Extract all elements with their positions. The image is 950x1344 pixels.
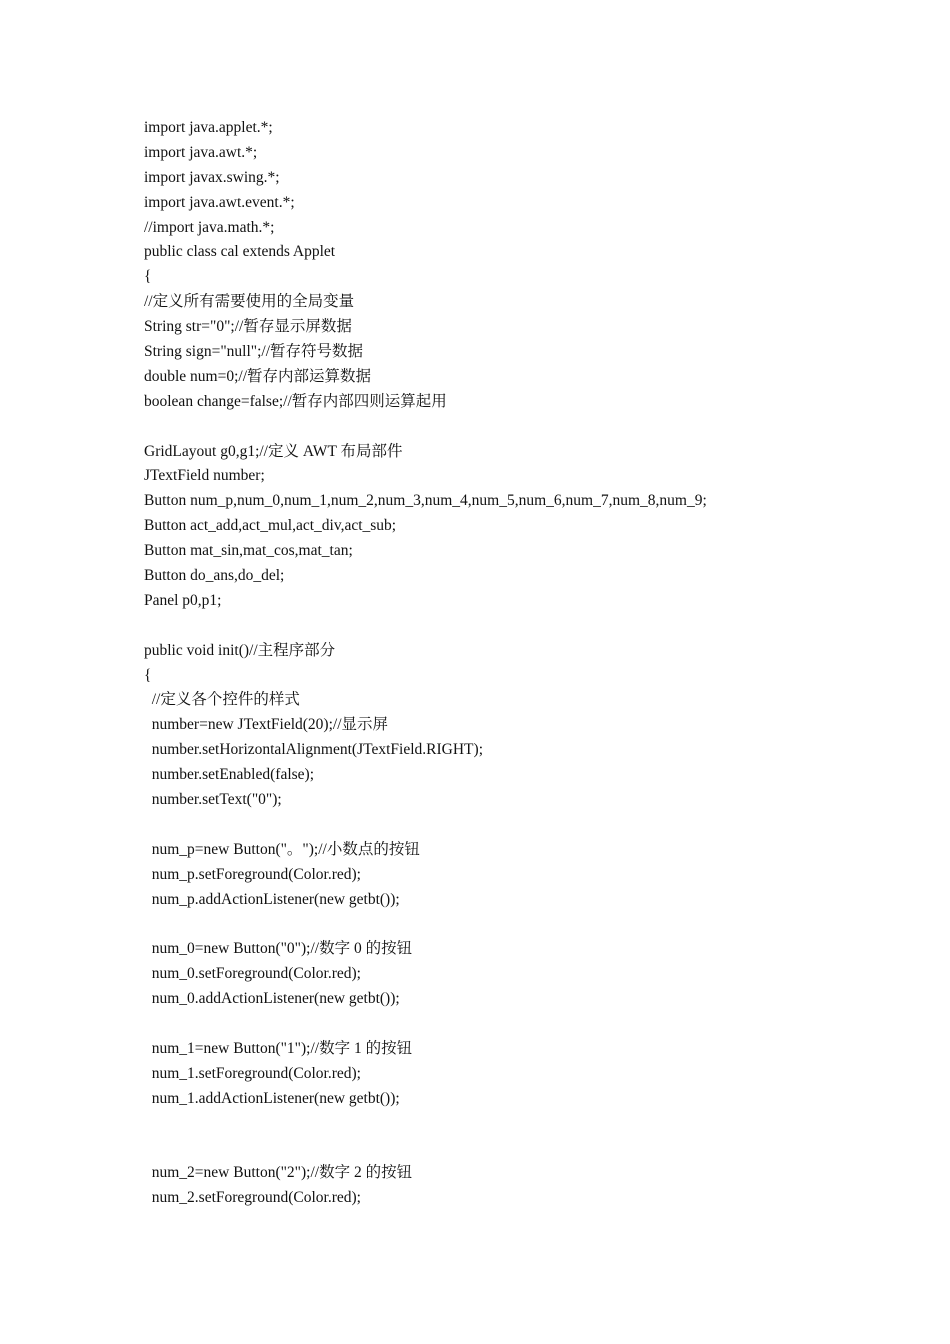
code-line [144, 1112, 934, 1137]
code-line: num_1.setForeground(Color.red); [144, 1064, 361, 1082]
code-line [144, 614, 934, 639]
code-line: num_0.setForeground(Color.red); [144, 965, 361, 983]
code-line: //import java.math.*; [144, 218, 275, 236]
code-line: num_0.addActionListener(new getbt()); [144, 990, 400, 1008]
code-line [144, 913, 934, 938]
code-line: num_p.setForeground(Color.red); [144, 865, 361, 883]
code-line: import java.awt.event.*; [144, 193, 295, 211]
code-line: Button mat_sin,mat_cos,mat_tan; [144, 542, 353, 560]
code-line: String str="0";//暂存显示屏数据 [144, 318, 352, 336]
code-line: GridLayout g0,g1;//定义 AWT 布局部件 [144, 442, 403, 460]
code-line: number.setHorizontalAlignment(JTextField.RIGHT); [144, 741, 483, 759]
code-line: public class cal extends Applet [144, 243, 336, 261]
code-line: //定义各个控件的样式 [144, 691, 300, 709]
code-line: import javax.swing.*; [144, 168, 280, 186]
code-line: double num=0;//暂存内部运算数据 [144, 367, 372, 385]
code-line [144, 1137, 934, 1162]
code-line: boolean change=false;//暂存内部四则运算起用 [144, 392, 447, 410]
code-line: number.setEnabled(false); [144, 766, 315, 784]
code-line: num_2.setForeground(Color.red); [144, 1189, 361, 1207]
code-line: number.setText("0"); [144, 791, 282, 809]
java-code-listing [144, 116, 934, 1211]
code-line: Panel p0,p1; [144, 591, 222, 609]
code-line: { [144, 268, 152, 286]
code-line: num_0=new Button("0");//数字 0 的按钮 [144, 940, 413, 958]
code-line: JTextField number; [144, 467, 265, 485]
code-line: //定义所有需要使用的全局变量 [144, 293, 355, 311]
code-line: Button num_p,num_0,num_1,num_2,num_3,num_4,num_5,num_6,num_7,num_8,num_9; [144, 492, 707, 510]
code-line: { [144, 666, 152, 684]
code-line: num_2=new Button("2");//数字 2 的按钮 [144, 1164, 413, 1182]
code-line: Button do_ans,do_del; [144, 567, 285, 585]
code-line: public void init()//主程序部分 [144, 641, 336, 659]
code-line: import java.applet.*; [144, 119, 273, 136]
code-line [144, 813, 934, 838]
code-line [144, 1012, 934, 1037]
code-line [144, 415, 934, 440]
code-line: num_1=new Button("1");//数字 1 的按钮 [144, 1039, 413, 1057]
code-line: import java.awt.*; [144, 143, 258, 161]
code-line: Button act_add,act_mul,act_div,act_sub; [144, 517, 397, 535]
code-line: num_1.addActionListener(new getbt()); [144, 1089, 400, 1107]
code-line: number=new JTextField(20);//显示屏 [144, 716, 388, 734]
code-line: num_p.addActionListener(new getbt()); [144, 890, 400, 908]
code-line: String sign="null";//暂存符号数据 [144, 343, 364, 361]
code-line: num_p=new Button("。");//小数点的按钮 [144, 840, 420, 858]
